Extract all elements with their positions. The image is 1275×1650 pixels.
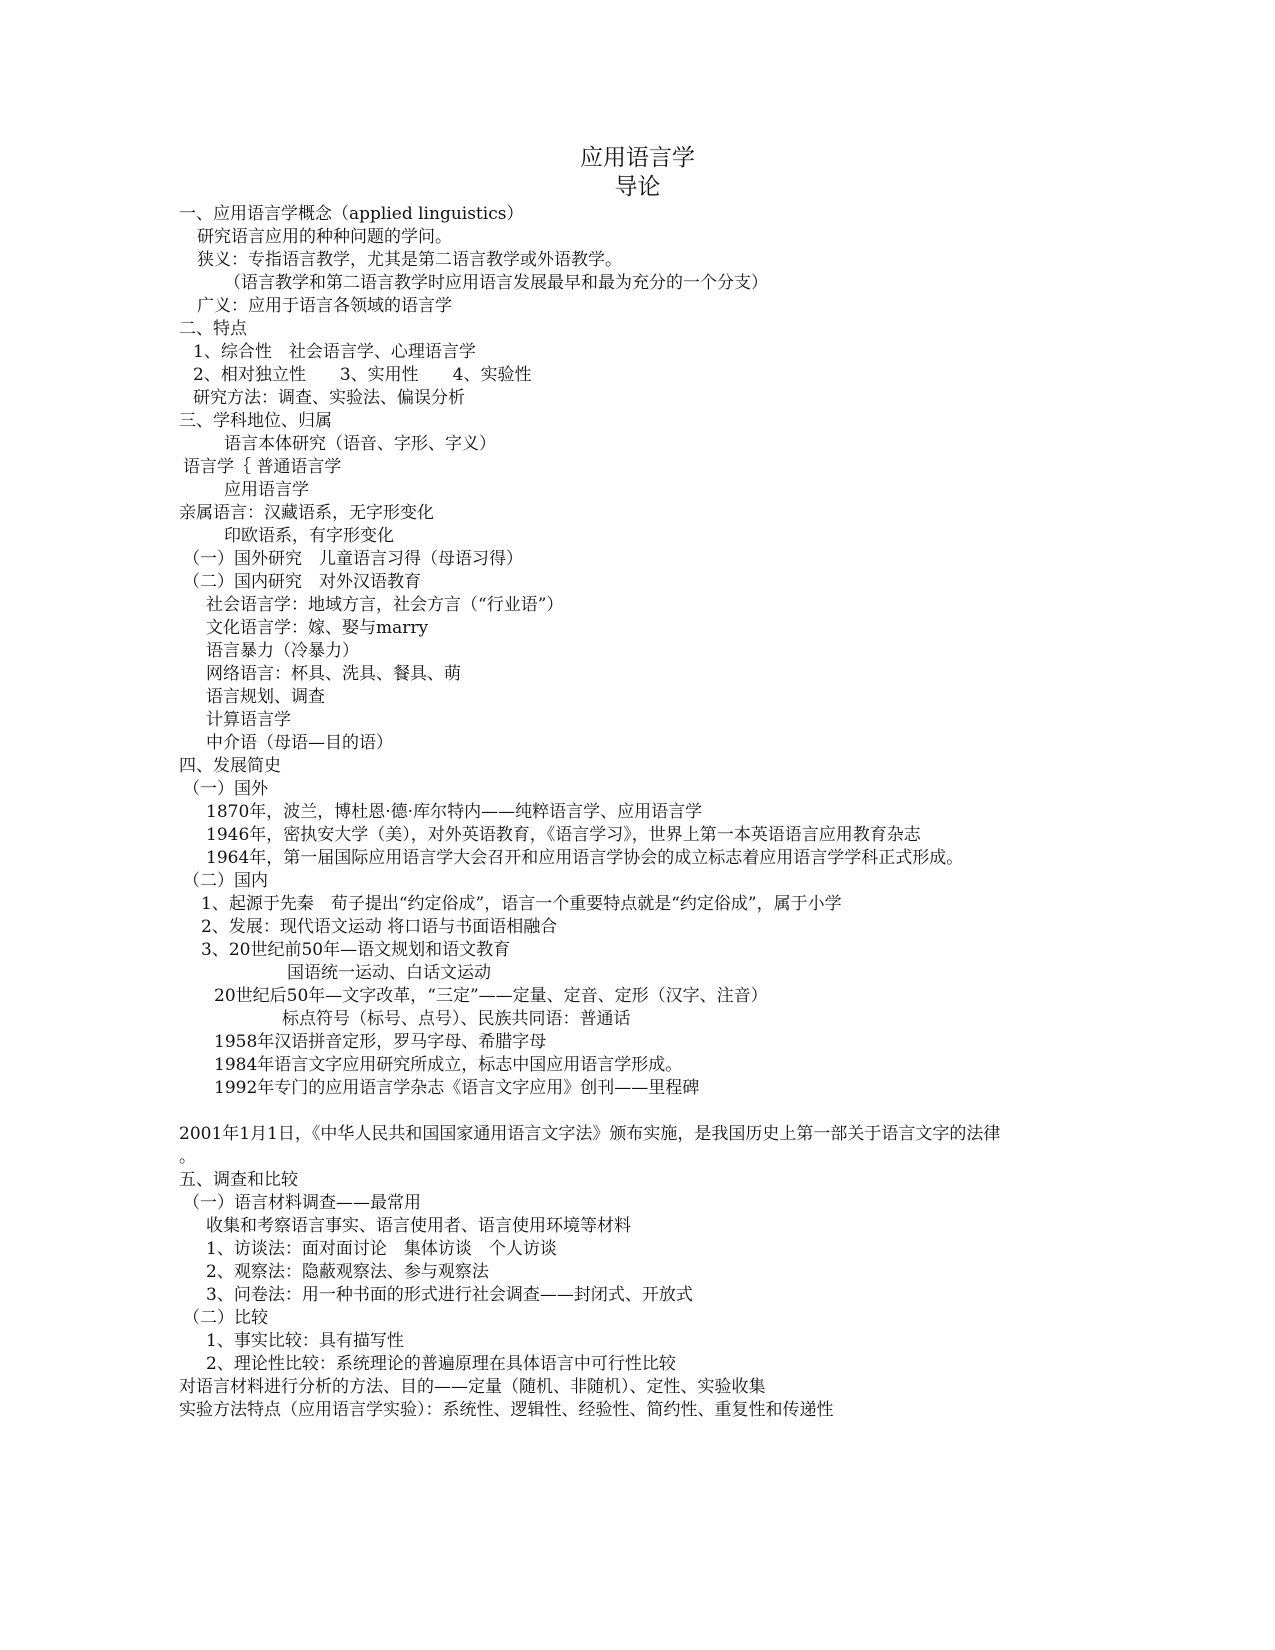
text-line: 广义：应用于语言各领域的语言学 bbox=[197, 296, 452, 316]
text-line: 1964年，第一届国际应用语言学大会召开和应用语言学协会的成立标志着应用语言学学科正式形成。 bbox=[206, 848, 964, 868]
text-line: 1、访谈法：面对面讨论 集体访谈 个人访谈 bbox=[206, 1239, 557, 1259]
text-line: 狭义：专指语言教学，尤其是第二语言教学或外语教学。 bbox=[197, 250, 622, 270]
text-line: 语言规划、调查 bbox=[206, 687, 325, 707]
text-line: 1992年专门的应用语言学杂志《语言文字应用》创刊——里程碑 bbox=[214, 1078, 700, 1098]
subsection-heading: （一）国外 bbox=[183, 779, 268, 799]
text-line: 2001年1月1日，《中华人民共和国国家通用语言文字法》颁布实施，是我国历史上第一部关于语言文字的法律 bbox=[179, 1124, 1001, 1144]
text-line: 3、问卷法：用一种书面的形式进行社会调查——封闭式、开放式 bbox=[206, 1285, 693, 1305]
text-line: 20世纪后50年—文字改革，“三定”——定量、定音、定形（汉字、注音） bbox=[214, 986, 768, 1006]
text-line: 2、理论性比较：系统理论的普遍原理在具体语言中可行性比较 bbox=[206, 1354, 676, 1374]
section-heading: 三、学科地位、归属 bbox=[179, 411, 332, 431]
text-line: 计算语言学 bbox=[206, 710, 291, 730]
text-line: 应用语言学 bbox=[224, 480, 309, 500]
section-heading: 五、调查和比较 bbox=[179, 1170, 298, 1190]
subsection-heading: （二）国内 bbox=[183, 871, 268, 891]
subsection-heading: （一）国外研究 儿童语言习得（母语习得） bbox=[183, 549, 523, 569]
text-line: 网络语言：杯具、洗具、餐具、萌 bbox=[206, 664, 461, 684]
text-line: 印欧语系，有字形变化 bbox=[224, 526, 394, 546]
text-line: 1、起源于先秦 荀子提出“约定俗成”，语言一个重要特点就是“约定俗成”，属于小学 bbox=[201, 894, 842, 914]
subsection-heading: （二）比较 bbox=[183, 1308, 268, 1328]
text-line: 1958年汉语拼音定形，罗马字母、希腊字母 bbox=[214, 1032, 547, 1052]
section-heading: 二、特点 bbox=[179, 319, 247, 339]
text-line: 3、20世纪前50年—语文规划和语文教育 bbox=[201, 940, 511, 960]
text-line: 1946年，密执安大学（美），对外英语教育，《语言学习》，世界上第一本英语语言应用教育杂志 bbox=[206, 825, 921, 845]
text-line: （语言教学和第二语言教学时应用语言发展最早和最为充分的一个分支） bbox=[224, 273, 768, 293]
section-heading: 一、应用语言学概念（applied linguistics） bbox=[179, 204, 524, 224]
text-line: 1984年语言文字应用研究所成立，标志中国应用语言学形成。 bbox=[214, 1055, 683, 1075]
text-line: 标点符号（标号、点号）、民族共同语：普通话 bbox=[282, 1009, 631, 1029]
subsection-heading: （一）语言材料调查——最常用 bbox=[183, 1193, 421, 1213]
text-line: 研究方法：调查、实验法、偏误分析 bbox=[193, 388, 465, 408]
text-line: 1、事实比较：具有描写性 bbox=[206, 1331, 404, 1351]
text-line: 2、相对独立性 3、实用性 4、实验性 bbox=[193, 365, 532, 385]
text-line: 收集和考察语言事实、语言使用者、语言使用环境等材料 bbox=[206, 1216, 631, 1236]
text-line: 文化语言学：嫁、娶与marry bbox=[206, 618, 429, 638]
document-subtitle: 导论 bbox=[614, 174, 661, 200]
section-heading: 四、发展简史 bbox=[179, 756, 281, 776]
text-line: 语言本体研究（语音、字形、字义） bbox=[224, 434, 496, 454]
text-line: 国语统一运动、白话文运动 bbox=[287, 963, 491, 983]
text-line: 社会语言学：地域方言，社会方言（“行业语”） bbox=[206, 595, 564, 615]
text-line: 中介语（母语—目的语） bbox=[206, 733, 393, 753]
text-line: 。 bbox=[179, 1147, 196, 1167]
text-line: 实验方法特点（应用语言学实验）：系统性、逻辑性、经验性、简约性、重复性和传递性 bbox=[179, 1400, 834, 1420]
text-line: 2、发展：现代语文运动 将口语与书面语相融合 bbox=[201, 917, 558, 937]
document-title: 应用语言学 bbox=[580, 145, 695, 171]
text-line: 语言暴力（冷暴力） bbox=[206, 641, 359, 661]
text-line: 对语言材料进行分析的方法、目的——定量（随机、非随机）、定性、实验收集 bbox=[179, 1377, 766, 1397]
text-line: 研究语言应用的种种问题的学问。 bbox=[197, 227, 452, 247]
text-line: 1870年，波兰，博杜恩·德·库尔特内——纯粹语言学、应用语言学 bbox=[206, 802, 703, 822]
text-line: 2、观察法：隐蔽观察法、参与观察法 bbox=[206, 1262, 489, 1282]
text-line: 1、综合性 社会语言学、心理语言学 bbox=[193, 342, 476, 362]
subsection-heading: （二）国内研究 对外汉语教育 bbox=[183, 572, 421, 592]
text-line: 语言学｛ 普通语言学 bbox=[183, 457, 342, 477]
text-line: 亲属语言：汉藏语系，无字形变化 bbox=[179, 503, 434, 523]
